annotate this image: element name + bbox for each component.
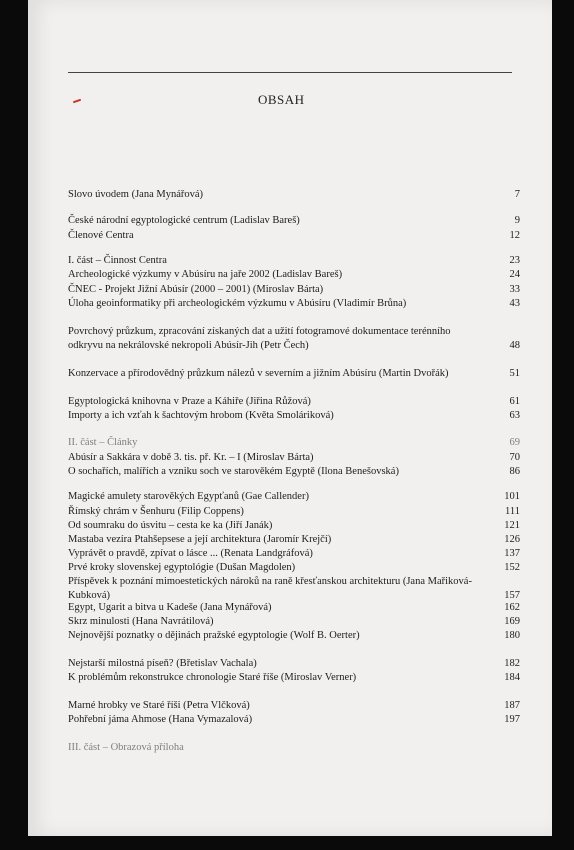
book-page <box>28 0 552 836</box>
toc-entry: Od soumraku do úsvitu – cesta ke ka (Jiří Janák) 121 <box>68 520 520 531</box>
toc-entry: O sochařích, malířích a vzniku soch ve starověkém Egyptě (Ilona Benešovská) 86 <box>68 466 520 477</box>
header-rule <box>68 72 512 73</box>
toc-entry: Prvé kroky slovenskej egyptológie (Dušan Magdolen) 152 <box>68 562 520 573</box>
toc-entry: III. část – Obrazová příloha <box>68 742 184 753</box>
toc-entry: Magické amulety starověkých Egypťanů (Gae Callender) 101 <box>68 491 520 502</box>
toc-entry: Konzervace a přírodovědný průzkum nálezů v severním a jižním Abúsíru (Martin Dvořák) 51 <box>68 368 520 379</box>
toc-entry: Egypt, Ugarit a bitva u Kadeše (Jana Mynářová) 162 <box>68 602 520 613</box>
toc-entry: Marné hrobky ve Staré říši (Petra Vlčková) 187 <box>68 700 520 711</box>
toc-entry: Úloha geoinformatiky při archeologickém výzkumu v Abúsíru (Vladimír Brůna) 43 <box>68 298 520 309</box>
toc-entry: Importy a ich vzťah k šachtovým hrobom (Květa Smoláriková) 63 <box>68 410 520 421</box>
toc-entry: Abúsír a Sakkára v době 3. tis. př. Kr. – I (Miroslav Bárta) 70 <box>68 452 520 463</box>
toc-entry: II. část – Články 69 <box>68 437 520 448</box>
toc-entry: Vyprávět o pravdě, zpívat o lásce ... (Renata Landgráfová) 137 <box>68 548 520 559</box>
toc-entry: Členové Centra 12 <box>68 230 520 241</box>
toc-entry: Egyptologická knihovna v Praze a Káhiře (Jiřina Růžová) 61 <box>68 396 520 407</box>
toc-entry: Archeologické výzkumy v Abúsíru na jaře 2002 (Ladislav Bareš) 24 <box>68 269 520 280</box>
toc-entry: Nejnovější poznatky o dějinách pražské egyptologie (Wolf B. Oerter) 180 <box>68 630 520 641</box>
toc-entry: České národní egyptologické centrum (Ladislav Bareš) 9 <box>68 215 520 226</box>
toc-entry: Nejstarší milostná píseň? (Břetislav Vachala) 182 <box>68 658 520 669</box>
toc-entry: Římský chrám v Šenhuru (Filip Coppens) 111 <box>68 506 520 517</box>
toc-entry: Slovo úvodem (Jana Mynářová) 7 <box>68 189 520 200</box>
toc-entry: ČNEC - Projekt Jižní Abúsír (2000 – 2001) (Miroslav Bárta) 33 <box>68 284 520 295</box>
toc-entry: I. část – Činnost Centra 23 <box>68 255 520 266</box>
page-title: OBSAH <box>258 92 305 107</box>
toc-entry: Mastaba vezíra Ptahšepsese a její architektura (Jaromír Krejčí) 126 <box>68 534 520 545</box>
toc-entry: K problémům rekonstrukce chronologie Staré říše (Miroslav Verner) 184 <box>68 672 520 683</box>
toc-entry: Pohřební jáma Ahmose (Hana Vymazalová) 197 <box>68 714 520 725</box>
toc-entry: Povrchový průzkum, zpracování získaných dat a užití fotogramové dokumentace terénního odkryvu na nekrálovské nekropoli Abúsír-Jih (Petr Čech) 48 <box>68 326 520 351</box>
toc-entry: Příspěvek k poznání mimoestetických nároků na raně křesťanskou architekturu (Jana Mařiková-Kubková) 157 <box>68 576 520 601</box>
toc-entry: Skrz minulosti (Hana Navrátilová) 169 <box>68 616 520 627</box>
red-mark <box>73 99 81 104</box>
